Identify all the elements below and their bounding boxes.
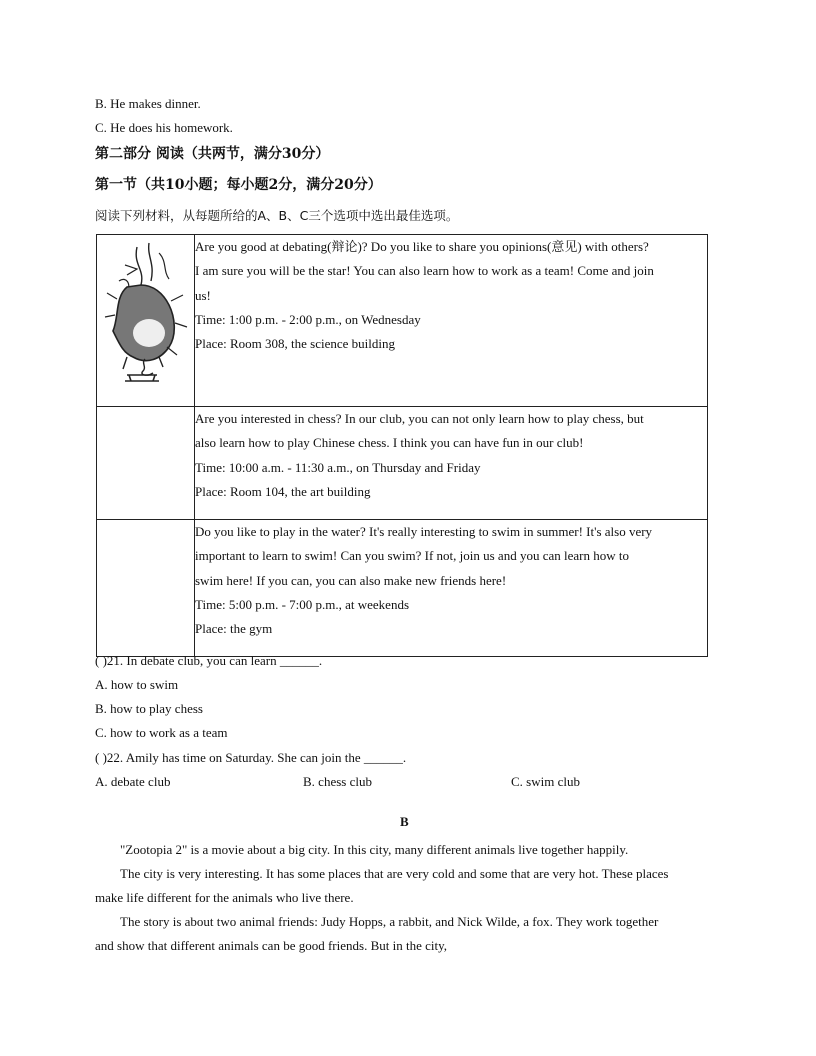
clubs-table (96, 234, 708, 657)
club-line: I am sure you will be the star! You can also learn how to work as a team! Come and join (195, 263, 654, 279)
option-c-prev: C. He does his homework. (95, 120, 233, 135)
club-image-cell (97, 407, 195, 520)
question-21 (95, 653, 322, 669)
section-heading: 第一节（共10小题；每小题2分，满分20分） (95, 177, 382, 193)
club-time: Time: 10:00 a.m. - 11:30 a.m., on Thursday and Friday (195, 459, 481, 475)
passage-line: make life different for the animals who live there. (95, 890, 354, 905)
debate-illustration (97, 235, 194, 401)
club-time: Time: 1:00 p.m. - 2:00 p.m., on Wednesday (195, 311, 421, 327)
club-place: Place: Room 308, the science building (195, 336, 396, 352)
club-desc-swim (195, 520, 708, 657)
passage-line: The story is about two animal friends: Judy Hopps, a rabbit, and Nick Wilde, a fox. They work together (120, 914, 659, 929)
club-line: also learn how to play Chinese chess. I think you can have fun in our club! (195, 435, 584, 451)
club-line: Are you good at debating(辩论)? Do you like to share you opinions(意见) with others? (195, 239, 649, 254)
club-row-chess (97, 407, 708, 520)
club-place: Place: Room 104, the art building (195, 483, 371, 499)
question-stem: 22. Amily has time on Saturday. She can join the ______. (106, 750, 407, 765)
q22-option-b[interactable]: B. chess club (303, 774, 372, 789)
club-line: us! (195, 287, 211, 303)
club-line: Are you interested in chess? In our club, you can not only learn how to play chess, but (195, 411, 644, 426)
answer-blank[interactable]: ( ) (95, 750, 107, 765)
q21-option-a[interactable]: A. how to swim (95, 677, 179, 692)
q21-option-c[interactable]: C. how to work as a team (95, 725, 228, 740)
club-place: Place: the gym (195, 621, 273, 637)
q21-option-b[interactable]: B. how to play chess (95, 701, 203, 716)
club-desc-chess (195, 407, 708, 520)
reading-instruction: 阅读下列材料，从每题所给的A、B、C三个选项中选出最佳选项。 (95, 208, 459, 223)
club-line: swim here! If you can, you can also make new friends here! (195, 572, 507, 588)
option-b-prev: B. He makes dinner. (95, 96, 201, 111)
question-stem: 21. In debate club, you can learn ______. (106, 653, 323, 668)
club-time: Time: 5:00 p.m. - 7:00 p.m., at weekends (195, 596, 410, 612)
club-row-debate (97, 235, 708, 407)
passage-line: The city is very interesting. It has some places that are very cold and some that are very hot. These places (120, 866, 669, 881)
passage-b-heading: B (400, 814, 409, 829)
club-desc-debate (195, 235, 708, 407)
answer-blank[interactable]: ( ) (95, 653, 107, 668)
passage-line: "Zootopia 2" is a movie about a big city. In this city, many different animals live together happily. (120, 842, 629, 857)
passage-line: and show that different animals can be good friends. But in the city, (95, 938, 447, 953)
club-image-cell (97, 520, 195, 657)
club-line: Do you like to play in the water? It's really interesting to swim in summer! It's also very (195, 524, 653, 539)
q22-option-c[interactable]: C. swim club (511, 774, 580, 789)
question-22 (95, 750, 406, 766)
club-image-cell (97, 235, 195, 407)
q22-option-a[interactable]: A. debate club (95, 774, 171, 789)
club-line: important to learn to swim! Can you swim? If not, join us and you can learn how to (195, 548, 629, 564)
part-heading: 第二部分 阅读（共两节，满分30分） (95, 146, 330, 162)
club-row-swim (97, 520, 708, 657)
